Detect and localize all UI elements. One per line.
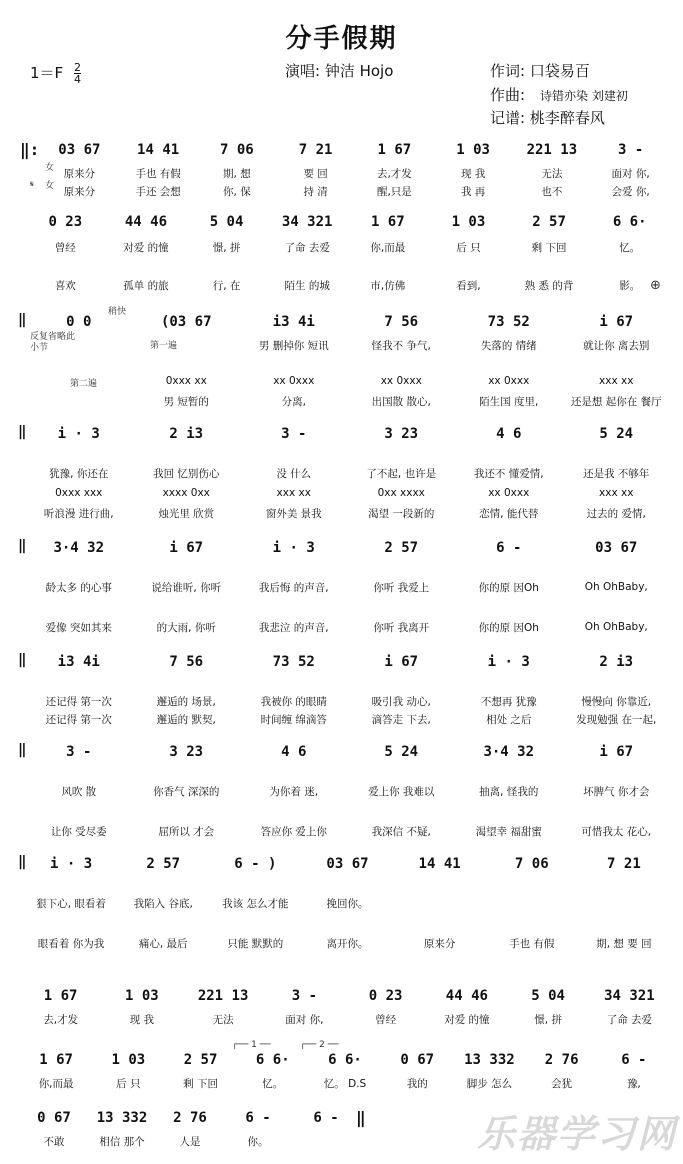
measure: 7 56 [169, 654, 204, 670]
transcriber: 记谱: 桃李醉春风 [490, 109, 605, 127]
lyric: 憬, 拼 [212, 241, 241, 254]
lyric: 只能 默默的 [227, 937, 284, 950]
time-bottom: 4 [73, 73, 81, 86]
lyric: 相处 之后 [486, 713, 532, 726]
lyric: 憬, 拼 [534, 1013, 562, 1026]
measure: 1 67 [43, 988, 78, 1004]
lyric: 去,才发 [376, 167, 412, 180]
first-time-mark: 第一遍 [150, 341, 178, 351]
lyric: 了不起, 也许是 [366, 467, 437, 480]
measure: (03 67 [160, 314, 212, 330]
lyric: 看到, [456, 279, 481, 292]
measure: 0 67 [400, 1052, 435, 1068]
lyric: 我 再 [460, 185, 486, 198]
lyric: 还记得 第一次 [45, 713, 112, 726]
tempo-mark: 稍快 [108, 307, 127, 317]
lyric: 对爱 的憧 [123, 241, 169, 254]
lyric: 忆。 [262, 1077, 284, 1090]
measure: 34 321 [281, 214, 333, 230]
watermark-logo: 乐器学习网 [476, 1112, 677, 1156]
lyrics-row-1b [40, 184, 670, 198]
measure: 2 i3 [599, 654, 634, 670]
lyric: 相信 那个 [99, 1135, 145, 1148]
lyric: 答应你 爱上你 [260, 825, 327, 838]
lyric: 过去的 爱情, [586, 507, 646, 520]
measure: 5 04 [531, 988, 565, 1004]
measure: 3 23 [384, 426, 419, 442]
bar-start: ‖ [18, 538, 27, 554]
repeat-skip-note: 反复省略此小节 [30, 332, 76, 353]
measure: 03 67 [326, 856, 369, 872]
lyric: 失落的 情绪 [480, 339, 537, 352]
notes-row-9 [20, 986, 670, 1006]
lyric: 窗外美 景我 [265, 507, 322, 520]
measure: i · 3 [272, 540, 315, 556]
lyric: 滴答走 下去, [371, 713, 431, 726]
lyric: 会爱 你, [611, 185, 650, 198]
lyric: 还是想 起你在 餐厅 [570, 395, 662, 408]
measure: 03 67 [58, 142, 101, 158]
volta-1: ┌── 1 ── [232, 1040, 271, 1050]
lyric: 豫, [626, 1077, 641, 1090]
lyric: 不想再 犹豫 [480, 695, 537, 708]
final-barline: ‖ [356, 1108, 366, 1127]
measure: 2 76 [544, 1052, 579, 1068]
notes-row-10 [20, 1050, 670, 1070]
measure: i 67 [599, 744, 634, 760]
measure: i 67 [169, 540, 204, 556]
measure: 221 13 [526, 142, 578, 158]
lyric: 抽离, 怪我的 [479, 785, 539, 798]
rhythm: xxx xx [276, 487, 311, 499]
lyric: 曾经 [375, 1013, 397, 1026]
lyrics-row-2a [25, 240, 670, 254]
repeat-start: ‖ [18, 312, 27, 328]
lyric: 痛心, 最后 [138, 937, 188, 950]
time-signature [74, 62, 81, 85]
measure: 3 - [281, 426, 307, 442]
lyrics-row-5a [25, 580, 670, 594]
lyric: 你的原 因Oh [478, 621, 539, 634]
measure: 3·4 32 [483, 744, 535, 760]
lyrics-row-11 [20, 1134, 360, 1148]
lyric: 也不 [541, 185, 563, 198]
notes-row-11 [20, 1108, 360, 1128]
lyric: 曾经 [54, 241, 76, 254]
lyric: 还记得 第一次 [45, 695, 112, 708]
lyric: 人是 [179, 1135, 201, 1148]
measure: 44 46 [445, 988, 488, 1004]
measure: 6 - [496, 540, 522, 556]
bar-start: ‖ [18, 742, 27, 758]
measure: 5 24 [599, 426, 634, 442]
measure: 73 52 [487, 314, 530, 330]
measure: 6 6· [612, 214, 647, 230]
lyrics-row-6b [25, 712, 670, 726]
lyric: 你,而最 [370, 241, 406, 254]
measure: 73 52 [272, 654, 315, 670]
measure: 6 6· [255, 1052, 290, 1068]
lyric: 还是我 不够年 [583, 467, 650, 480]
lyric: 爱上你 我难以 [368, 785, 435, 798]
measure: i · 3 [487, 654, 530, 670]
rhythm-row-4 [25, 486, 670, 500]
lyric: 影。 [619, 279, 641, 292]
rhythm: xxx xx [599, 487, 634, 499]
measure: 1 67 [370, 214, 405, 230]
lyric: 怪我不 争气, [371, 339, 431, 352]
lyric: 烛光里 欣赏 [158, 507, 215, 520]
lyric: 喜欢 [54, 279, 76, 292]
key-label: 1＝F [30, 64, 64, 82]
measure: 6 - ) [234, 856, 277, 872]
measure: 2 i3 [169, 426, 204, 442]
measure: 0 67 [37, 1110, 71, 1126]
female-mark: 女 [45, 181, 55, 191]
rhythm: xx 0xxx [488, 375, 530, 387]
measure: i3 4i [57, 654, 100, 670]
lyric: 犹豫, 你还在 [49, 467, 109, 480]
lyric: 面对 你, [611, 167, 650, 180]
lyric: 龄太多 的心事 [45, 581, 112, 594]
lyric: 发现勉强 在一起, [576, 713, 657, 726]
lyric: 现 我 [460, 167, 486, 180]
lyric: 原来分 [63, 167, 96, 180]
segno-mark: 𝄋 [30, 180, 34, 190]
lyric: 出国散 散心, [371, 395, 431, 408]
lyric: 你听 我离开 [373, 621, 430, 634]
lyric: 我还不 懂爱情, [473, 467, 544, 480]
lyrics-row-5b [25, 620, 670, 634]
lyric: 你香气 深深的 [153, 785, 220, 798]
lyric: 手也 有假 [509, 937, 555, 950]
notes-row-5 [25, 538, 670, 558]
lyric: 狠下心, 眼看着 [36, 897, 106, 910]
lyrics-row-2b [25, 278, 670, 292]
lyric: 吸引我 动心, [371, 695, 431, 708]
lyric: 听浪漫 进行曲, [43, 507, 114, 520]
lyric: 我该 怎么才能 [222, 897, 289, 910]
lyric: 男 短暂的 [163, 395, 209, 408]
lyrics-row-7a [25, 784, 670, 798]
measure: i 67 [384, 654, 419, 670]
measure: 3·4 32 [53, 540, 105, 556]
measure: 0 23 [368, 988, 403, 1004]
lyric: 可惜我太 花心, [581, 825, 652, 838]
lyric: 坏脾气 你才会 [583, 785, 650, 798]
lyric: 你, 保 [223, 185, 251, 198]
lyric: 说给谁听, 你听 [151, 581, 222, 594]
measure: 6 - [245, 1110, 271, 1126]
rhythm: xx 0xxx [488, 487, 530, 499]
measure: 0 0 [66, 314, 92, 330]
lyric: 原来分 [423, 937, 456, 950]
lyric: 不敢 [43, 1135, 65, 1148]
lyric: 为你着 迷, [269, 785, 319, 798]
measure: 3 - [66, 744, 92, 760]
lyrics-row-3b [25, 394, 670, 408]
measure: 6 - [621, 1052, 647, 1068]
rhythm: xx 0xxx [380, 375, 422, 387]
measure: 221 13 [197, 988, 249, 1004]
lyric: Oh OhBaby, [584, 581, 648, 593]
lyric: 我后悔 的声音, [258, 581, 329, 594]
lyric: 无法 [541, 167, 563, 180]
lyric: 我陷入 谷底, [133, 897, 193, 910]
measure: 6 - [313, 1110, 339, 1126]
lyric: 期, 想 要 回 [596, 937, 652, 950]
notes-row-8 [25, 854, 670, 874]
lyric: 剩 下回 [183, 1077, 218, 1090]
lyric: 熟 悉 的背 [524, 279, 574, 292]
lyric: 原来分 [63, 185, 96, 198]
measure: i · 3 [57, 426, 100, 442]
lyric: 陌生国 度里, [479, 395, 539, 408]
lyric: 陌生 的城 [284, 279, 330, 292]
measure: 7 21 [607, 856, 641, 872]
volta-2: ┌── 2 ── [300, 1040, 339, 1050]
notes-row-1 [40, 140, 670, 160]
song-title: 分手假期 [285, 24, 398, 54]
lyric: 恋情, 能代替 [479, 507, 539, 520]
measure: 6 6· [328, 1052, 362, 1068]
lyric: 我的 [406, 1077, 428, 1090]
lyric: 要 回 [303, 167, 328, 180]
measure: 2 76 [173, 1110, 207, 1126]
measure: 7 21 [298, 142, 333, 158]
lyric: 邂逅的 场景, [156, 695, 216, 708]
measure: 34 321 [604, 988, 655, 1004]
lyric: 没 什么 [276, 467, 312, 480]
notes-row-3 [25, 312, 670, 332]
composer-label: 作曲: [490, 86, 526, 104]
measure: i3 4i [272, 314, 315, 330]
second-time-mark: 第二遍 [70, 379, 98, 389]
measure: 2 57 [532, 214, 566, 230]
lyrics-row-6a [25, 694, 670, 708]
lyric: 我被你 的眼睛 [260, 695, 327, 708]
lyric: 我深信 不疑, [371, 825, 431, 838]
notes-row-7 [25, 742, 670, 762]
lyrics-row-10 [20, 1076, 670, 1090]
rhythm: 0xxx xx [165, 375, 207, 387]
notes-row-2 [25, 212, 670, 232]
measure: 7 56 [384, 314, 419, 330]
lyric: 离开你。 [326, 937, 369, 950]
measure: i 67 [599, 314, 634, 330]
lyric: 爱像 突如其来 [45, 621, 112, 634]
measure: 3 - [291, 988, 318, 1004]
lyric: 忆。 D.S [323, 1077, 367, 1090]
lyric: 就让你 离去别 [583, 339, 650, 352]
measure: 14 41 [418, 856, 461, 872]
lyrics-row-9 [20, 1012, 670, 1026]
lyric: 时间缠 绵滴答 [260, 713, 327, 726]
lyric: 眼看着 你为我 [37, 937, 105, 950]
measure: 1 67 [377, 142, 412, 158]
lyrics-row-4a [25, 466, 670, 480]
measure: 44 46 [124, 214, 168, 230]
lyric: 市,仿佛 [370, 279, 406, 292]
lyric: 手还 会想 [135, 185, 181, 198]
key-signature [30, 62, 81, 85]
lyric: 渴望幸 福甜蜜 [475, 825, 542, 838]
measure: 0 23 [48, 214, 83, 230]
measure: 4 6 [281, 744, 307, 760]
lyrics-row-1a [40, 166, 670, 180]
lyrics-row-8b [25, 936, 670, 950]
lyric: 面对 你, [285, 1013, 324, 1026]
lyric: 去,才发 [43, 1013, 79, 1026]
lyric: 屈所以 才会 [158, 825, 215, 838]
measure: i · 3 [49, 856, 93, 872]
lyric: 脚步 怎么 [466, 1077, 513, 1090]
measure: 13 332 [464, 1052, 515, 1068]
rhythm: xx 0xxx [273, 375, 315, 387]
lyrics-row-4b [25, 506, 670, 520]
measure: 5 04 [209, 214, 244, 230]
lyrics-row-3a [25, 338, 670, 352]
female-mark: 女 [45, 163, 55, 173]
lyric: 了命 去爱 [606, 1013, 653, 1026]
measure: 1 03 [111, 1052, 146, 1068]
lyric: 后 只 [456, 241, 481, 254]
bar-start: ‖ [18, 424, 27, 440]
lyric: 邂逅的 默契, [156, 713, 216, 726]
lyric: 忆。 [619, 241, 641, 254]
lyric: 你,而最 [38, 1077, 74, 1090]
rhythm: 0xxx xxx [55, 487, 103, 499]
measure: 7 06 [514, 856, 549, 872]
notes-row-4 [25, 424, 670, 444]
measure: 2 57 [183, 1052, 218, 1068]
bar-start: ‖ [18, 854, 27, 870]
lyric: 你听 我爱上 [373, 581, 430, 594]
lyric: 孤单 的旅 [123, 279, 169, 292]
measure: 14 41 [137, 142, 180, 158]
lyric: 后 只 [116, 1077, 141, 1090]
lyric: 风吹 散 [61, 785, 97, 798]
lyric: 男 删掉你 短讯 [258, 339, 329, 352]
lyric: 对爱 的憧 [444, 1013, 490, 1026]
notes-row-6 [25, 652, 670, 672]
coda-icon: ⊕ [650, 278, 661, 293]
lyric: 了命 去爱 [284, 241, 330, 254]
lyric: 我回 忆别伤心 [153, 467, 220, 480]
lyric: 分离, [281, 395, 306, 408]
lyric: 会犹 [551, 1077, 573, 1090]
lyricist: 作词: 口袋易百 [490, 62, 590, 80]
measure: 3 - [617, 142, 644, 158]
lyric: 手也 有假 [135, 167, 181, 180]
lyric: 渴望 一段新的 [368, 507, 435, 520]
rhythm: 0xx xxxx [377, 487, 425, 499]
lyric: 你的原 因Oh [478, 581, 539, 594]
lyric: 现 我 [129, 1013, 155, 1026]
measure: 3 23 [169, 744, 204, 760]
lyric: Oh OhBaby, [584, 621, 648, 633]
lyric: 我悲泣 的声音, [258, 621, 329, 634]
lyric: 慢慢向 你靠近, [581, 695, 652, 708]
composer: 诗错亦染 刘建初 [540, 89, 628, 103]
measure: 7 06 [220, 142, 254, 158]
lyric: 的大雨, 你听 [156, 621, 216, 634]
measure: 2 57 [384, 540, 419, 556]
measure: 4 6 [496, 426, 522, 442]
measure: 13 332 [96, 1110, 148, 1126]
bar-start: ‖ [18, 652, 27, 668]
lyric: 让你 受尽委 [50, 825, 107, 838]
lyric: 期, 想 [223, 167, 251, 180]
measure: 1 03 [451, 214, 486, 230]
lyric: 醒,只是 [376, 185, 412, 198]
measure: 2 57 [146, 856, 181, 872]
rhythm: xxx xx [599, 375, 634, 387]
lyrics-row-7b [25, 824, 670, 838]
measure: 5 24 [384, 744, 419, 760]
measure: 03 67 [595, 540, 638, 556]
lyric: 无法 [212, 1013, 234, 1026]
measure: 1 03 [456, 142, 490, 158]
rhythm-row-3 [25, 374, 670, 388]
measure: 1 67 [39, 1052, 73, 1068]
lyrics-row-8a [25, 896, 670, 910]
lyric: 行, 在 [212, 279, 241, 292]
lyric: 持 清 [303, 185, 328, 198]
measure: 1 03 [125, 988, 159, 1004]
singer: 演唱: 钟洁 Hojo [285, 62, 394, 80]
rhythm: xxxx 0xx [162, 487, 210, 499]
lyric: 挽回你。 [326, 897, 369, 910]
lyric: 剩 下回 [531, 241, 567, 254]
lyric: 你。 [247, 1135, 269, 1148]
time-top: 2 [73, 61, 81, 74]
repeat-start: ‖: [20, 140, 40, 159]
